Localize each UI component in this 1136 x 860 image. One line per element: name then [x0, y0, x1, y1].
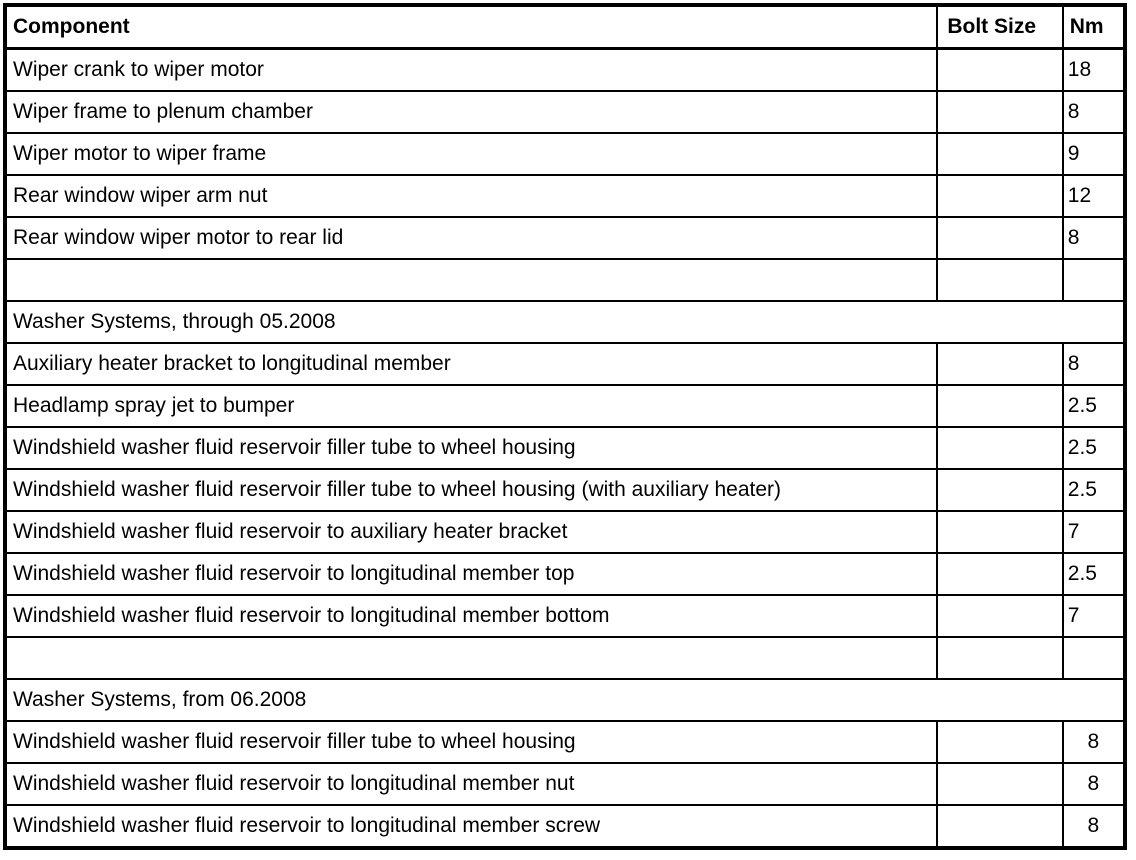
bolt-size-cell — [937, 469, 1062, 511]
section-title: Washer Systems, through 05.2008 — [5, 301, 1125, 343]
table-row — [5, 427, 1125, 469]
nm-cell — [1063, 637, 1125, 679]
nm-cell: 7 — [1063, 595, 1125, 637]
component-cell: Auxiliary heater bracket to longitudinal member — [5, 343, 937, 385]
nm-cell: 2.5 — [1063, 385, 1125, 427]
bolt-size-cell — [937, 259, 1062, 301]
bolt-size-cell — [937, 343, 1062, 385]
component-cell: Windshield washer fluid reservoir to auxiliary heater bracket — [5, 511, 937, 553]
table-row — [5, 805, 1125, 848]
nm-cell: 8 — [1063, 763, 1125, 805]
component-cell: Wiper frame to plenum chamber — [5, 91, 937, 133]
component-cell: Rear window wiper motor to rear lid — [5, 217, 937, 259]
nm-cell — [1063, 259, 1125, 301]
nm-cell: 8 — [1063, 805, 1125, 848]
table-row — [5, 91, 1125, 133]
nm-cell: 2.5 — [1063, 469, 1125, 511]
header-row — [5, 5, 1125, 49]
component-cell: Windshield washer fluid reservoir filler tube to wheel housing — [5, 721, 937, 763]
nm-cell: 7 — [1063, 511, 1125, 553]
bolt-size-cell — [937, 553, 1062, 595]
table-row — [5, 175, 1125, 217]
bolt-size-cell — [937, 805, 1062, 848]
nm-cell: 8 — [1063, 91, 1125, 133]
section-header-row — [5, 301, 1125, 343]
table-row — [5, 49, 1125, 92]
spacer-row — [5, 637, 1125, 679]
table-row — [5, 763, 1125, 805]
spacer-row — [5, 259, 1125, 301]
nm-cell: 8 — [1063, 721, 1125, 763]
column-header-nm: Nm — [1063, 5, 1125, 49]
bolt-size-cell — [937, 511, 1062, 553]
torque-spec-table — [3, 3, 1127, 850]
component-cell — [5, 637, 937, 679]
table-row — [5, 553, 1125, 595]
bolt-size-cell — [937, 91, 1062, 133]
table-row — [5, 721, 1125, 763]
column-header-bolt-size: Bolt Size — [937, 5, 1062, 49]
component-cell: Rear window wiper arm nut — [5, 175, 937, 217]
section-title: Washer Systems, from 06.2008 — [5, 679, 1125, 721]
bolt-size-cell — [937, 217, 1062, 259]
section-header-row — [5, 679, 1125, 721]
bolt-size-cell — [937, 385, 1062, 427]
nm-cell: 18 — [1063, 49, 1125, 92]
table-row — [5, 385, 1125, 427]
component-cell: Windshield washer fluid reservoir to longitudinal member nut — [5, 763, 937, 805]
table-row — [5, 595, 1125, 637]
component-cell: Windshield washer fluid reservoir to longitudinal member bottom — [5, 595, 937, 637]
component-cell: Headlamp spray jet to bumper — [5, 385, 937, 427]
bolt-size-cell — [937, 721, 1062, 763]
nm-cell: 12 — [1063, 175, 1125, 217]
component-cell: Windshield washer fluid reservoir filler tube to wheel housing — [5, 427, 937, 469]
table-row — [5, 133, 1125, 175]
component-cell: Wiper motor to wiper frame — [5, 133, 937, 175]
nm-cell: 8 — [1063, 343, 1125, 385]
bolt-size-cell — [937, 637, 1062, 679]
bolt-size-cell — [937, 133, 1062, 175]
table-row — [5, 469, 1125, 511]
bolt-size-cell — [937, 595, 1062, 637]
nm-cell: 2.5 — [1063, 553, 1125, 595]
bolt-size-cell — [937, 427, 1062, 469]
component-cell: Windshield washer fluid reservoir to longitudinal member top — [5, 553, 937, 595]
bolt-size-cell — [937, 175, 1062, 217]
table-row — [5, 511, 1125, 553]
column-header-component: Component — [5, 5, 937, 49]
bolt-size-cell — [937, 763, 1062, 805]
component-cell — [5, 259, 937, 301]
nm-cell: 8 — [1063, 217, 1125, 259]
table-row — [5, 217, 1125, 259]
nm-cell: 2.5 — [1063, 427, 1125, 469]
nm-cell: 9 — [1063, 133, 1125, 175]
bolt-size-cell — [937, 49, 1062, 92]
table-row — [5, 343, 1125, 385]
component-cell: Windshield washer fluid reservoir to longitudinal member screw — [5, 805, 937, 848]
component-cell: Wiper crank to wiper motor — [5, 49, 937, 92]
component-cell: Windshield washer fluid reservoir filler tube to wheel housing (with auxiliary heater) — [5, 469, 937, 511]
